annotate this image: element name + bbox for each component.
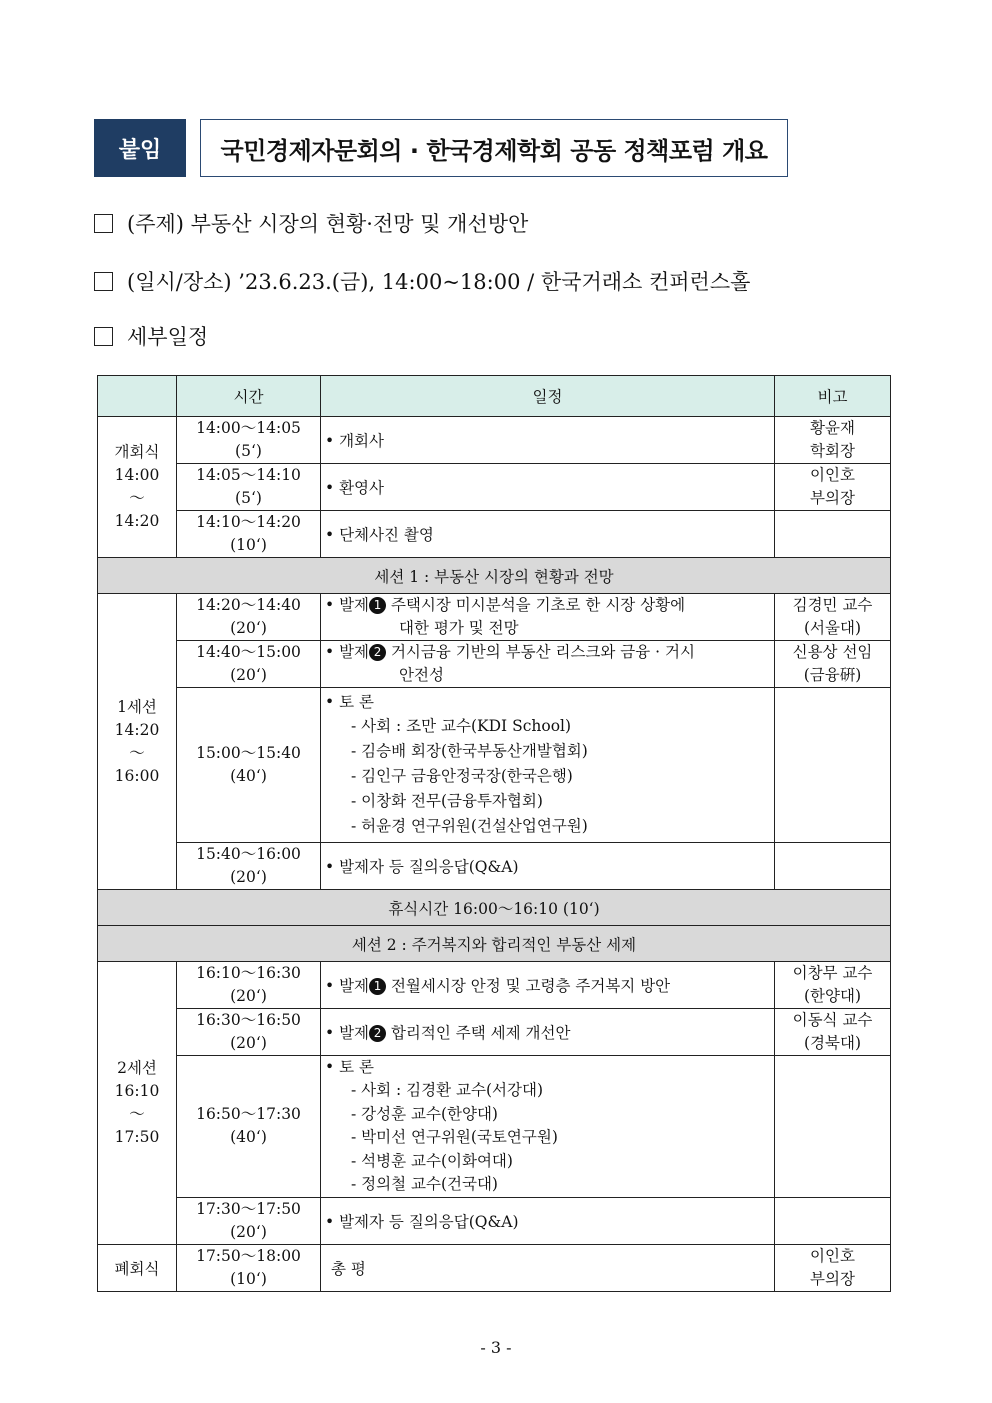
note-cell: 황윤재 학회장 bbox=[775, 417, 891, 464]
session1-banner-row bbox=[98, 558, 891, 594]
note-cell: 김경민 교수 (서울대) bbox=[775, 594, 891, 641]
page-number: - 3 - bbox=[480, 1338, 512, 1357]
session2-banner: 세션 2 : 주거복지와 합리적인 부동산 세제 bbox=[98, 926, 891, 962]
schedule-table bbox=[97, 375, 891, 1292]
table-row bbox=[98, 511, 891, 558]
time-cell: 17:50～18:00 (10‘) bbox=[177, 1244, 321, 1291]
note-cell: 이인호 부의장 bbox=[775, 1244, 891, 1291]
agenda-cell: • 발제 1 전월세시장 안정 및 고령층 주거복지 방안 bbox=[321, 962, 775, 1009]
circled-one-icon: 1 bbox=[369, 978, 386, 995]
header-time: 시간 bbox=[177, 376, 321, 417]
time-cell: 14:00～14:05 (5‘) bbox=[177, 417, 321, 464]
note-cell bbox=[775, 511, 891, 558]
note-cell bbox=[775, 688, 891, 843]
table-row bbox=[98, 843, 891, 890]
agenda-cell: 총 평 bbox=[321, 1244, 775, 1291]
header-agenda: 일정 bbox=[321, 376, 775, 417]
note-cell: 이동식 교수 (경북대) bbox=[775, 1009, 891, 1056]
discussion-cell: • 토 론 - 사회 : 김경환 교수(서강대) - 강성훈 교수(한양대) - 박미선 연구위원(국토연구원) - 석병훈 교수(이화여대) - 정의철 교수(건국대) bbox=[321, 1056, 775, 1198]
schedule-text: 세부일정 bbox=[127, 325, 209, 349]
note-cell bbox=[775, 1197, 891, 1244]
time-cell: 14:40～15:00 (20‘) bbox=[177, 641, 321, 688]
document-title: 국민경제자문회의 · 한국경제학회 공동 정책포럼 개요 bbox=[200, 119, 788, 177]
attachment-tag: 붙임 bbox=[94, 119, 186, 177]
break-row bbox=[98, 890, 891, 926]
topic-text: (주제) 부동산 시장의 현황·전망 및 개선방안 bbox=[127, 212, 529, 236]
table-row bbox=[98, 594, 891, 641]
table-row bbox=[98, 417, 891, 464]
session2-label: 2세션 16:10 ～ 17:50 bbox=[98, 962, 177, 1245]
topic-item bbox=[94, 208, 528, 238]
agenda-cell: • 단체사진 촬영 bbox=[321, 511, 775, 558]
time-cell: 14:20～14:40 (20‘) bbox=[177, 594, 321, 641]
table-header-row bbox=[98, 376, 891, 417]
agenda-cell: • 발제 1 주택시장 미시분석을 기초로 한 시장 상황에 대한 평가 및 전망 bbox=[321, 594, 775, 641]
table-row bbox=[98, 1244, 891, 1291]
checkbox-icon bbox=[94, 327, 113, 346]
table-row bbox=[98, 641, 891, 688]
circled-two-icon: 2 bbox=[369, 644, 386, 661]
time-cell: 14:05～14:10 (5‘) bbox=[177, 464, 321, 511]
agenda-cell: • 발제 2 합리적인 주택 세제 개선안 bbox=[321, 1009, 775, 1056]
session1-label: 1세션 14:20 ～ 16:00 bbox=[98, 594, 177, 890]
circled-one-icon: 1 bbox=[369, 597, 386, 614]
agenda-cell: • 개회사 bbox=[321, 417, 775, 464]
table-row bbox=[98, 464, 891, 511]
attachment-header bbox=[94, 119, 768, 177]
datetime-item bbox=[94, 266, 750, 296]
agenda-cell: • 환영사 bbox=[321, 464, 775, 511]
session2-banner-row bbox=[98, 926, 891, 962]
time-cell: 15:40～16:00 (20‘) bbox=[177, 843, 321, 890]
header-cell bbox=[98, 376, 177, 417]
header-note: 비고 bbox=[775, 376, 891, 417]
time-cell: 14:10～14:20 (10‘) bbox=[177, 511, 321, 558]
table-row bbox=[98, 962, 891, 1009]
table-row bbox=[98, 688, 891, 843]
table-row bbox=[98, 1056, 891, 1198]
checkbox-icon bbox=[94, 214, 113, 233]
agenda-cell: • 발제 2 거시금융 기반의 부동산 리스크와 금융 · 거시 안전성 bbox=[321, 641, 775, 688]
note-cell: 신용상 선임 (금융硏) bbox=[775, 641, 891, 688]
time-cell: 15:00～15:40 (40‘) bbox=[177, 688, 321, 843]
schedule-item bbox=[94, 321, 208, 351]
note-cell bbox=[775, 843, 891, 890]
time-cell: 16:30～16:50 (20‘) bbox=[177, 1009, 321, 1056]
discussion-cell: • 토 론 - 사회 : 조만 교수(KDI School) - 김승배 회장(한국부동산개발협회) - 김인구 금융안정국장(한국은행) - 이창화 전무(금융투자협회) - 허윤경 연구위원(건설산업연구원) bbox=[321, 688, 775, 843]
session1-banner: 세션 1 : 부동산 시장의 현황과 전망 bbox=[98, 558, 891, 594]
agenda-cell: • 발제자 등 질의응답(Q&A) bbox=[321, 843, 775, 890]
table-row bbox=[98, 1197, 891, 1244]
opening-label: 개회식 14:00 ～ 14:20 bbox=[98, 417, 177, 558]
table-row bbox=[98, 1009, 891, 1056]
time-cell: 16:50～17:30 (40‘) bbox=[177, 1056, 321, 1198]
break-banner: 휴식시간 16:00～16:10 (10‘) bbox=[98, 890, 891, 926]
time-cell: 16:10～16:30 (20‘) bbox=[177, 962, 321, 1009]
note-cell bbox=[775, 1056, 891, 1198]
datetime-text: (일시/장소) ’23.6.23.(금), 14:00~18:00 / 한국거래소 컨퍼런스홀 bbox=[127, 270, 751, 294]
circled-two-icon: 2 bbox=[369, 1025, 386, 1042]
agenda-cell: • 발제자 등 질의응답(Q&A) bbox=[321, 1197, 775, 1244]
note-cell: 이인호 부의장 bbox=[775, 464, 891, 511]
checkbox-icon bbox=[94, 272, 113, 291]
time-cell: 17:30～17:50 (20‘) bbox=[177, 1197, 321, 1244]
closing-label: 폐회식 bbox=[98, 1244, 177, 1291]
note-cell: 이창무 교수 (한양대) bbox=[775, 962, 891, 1009]
